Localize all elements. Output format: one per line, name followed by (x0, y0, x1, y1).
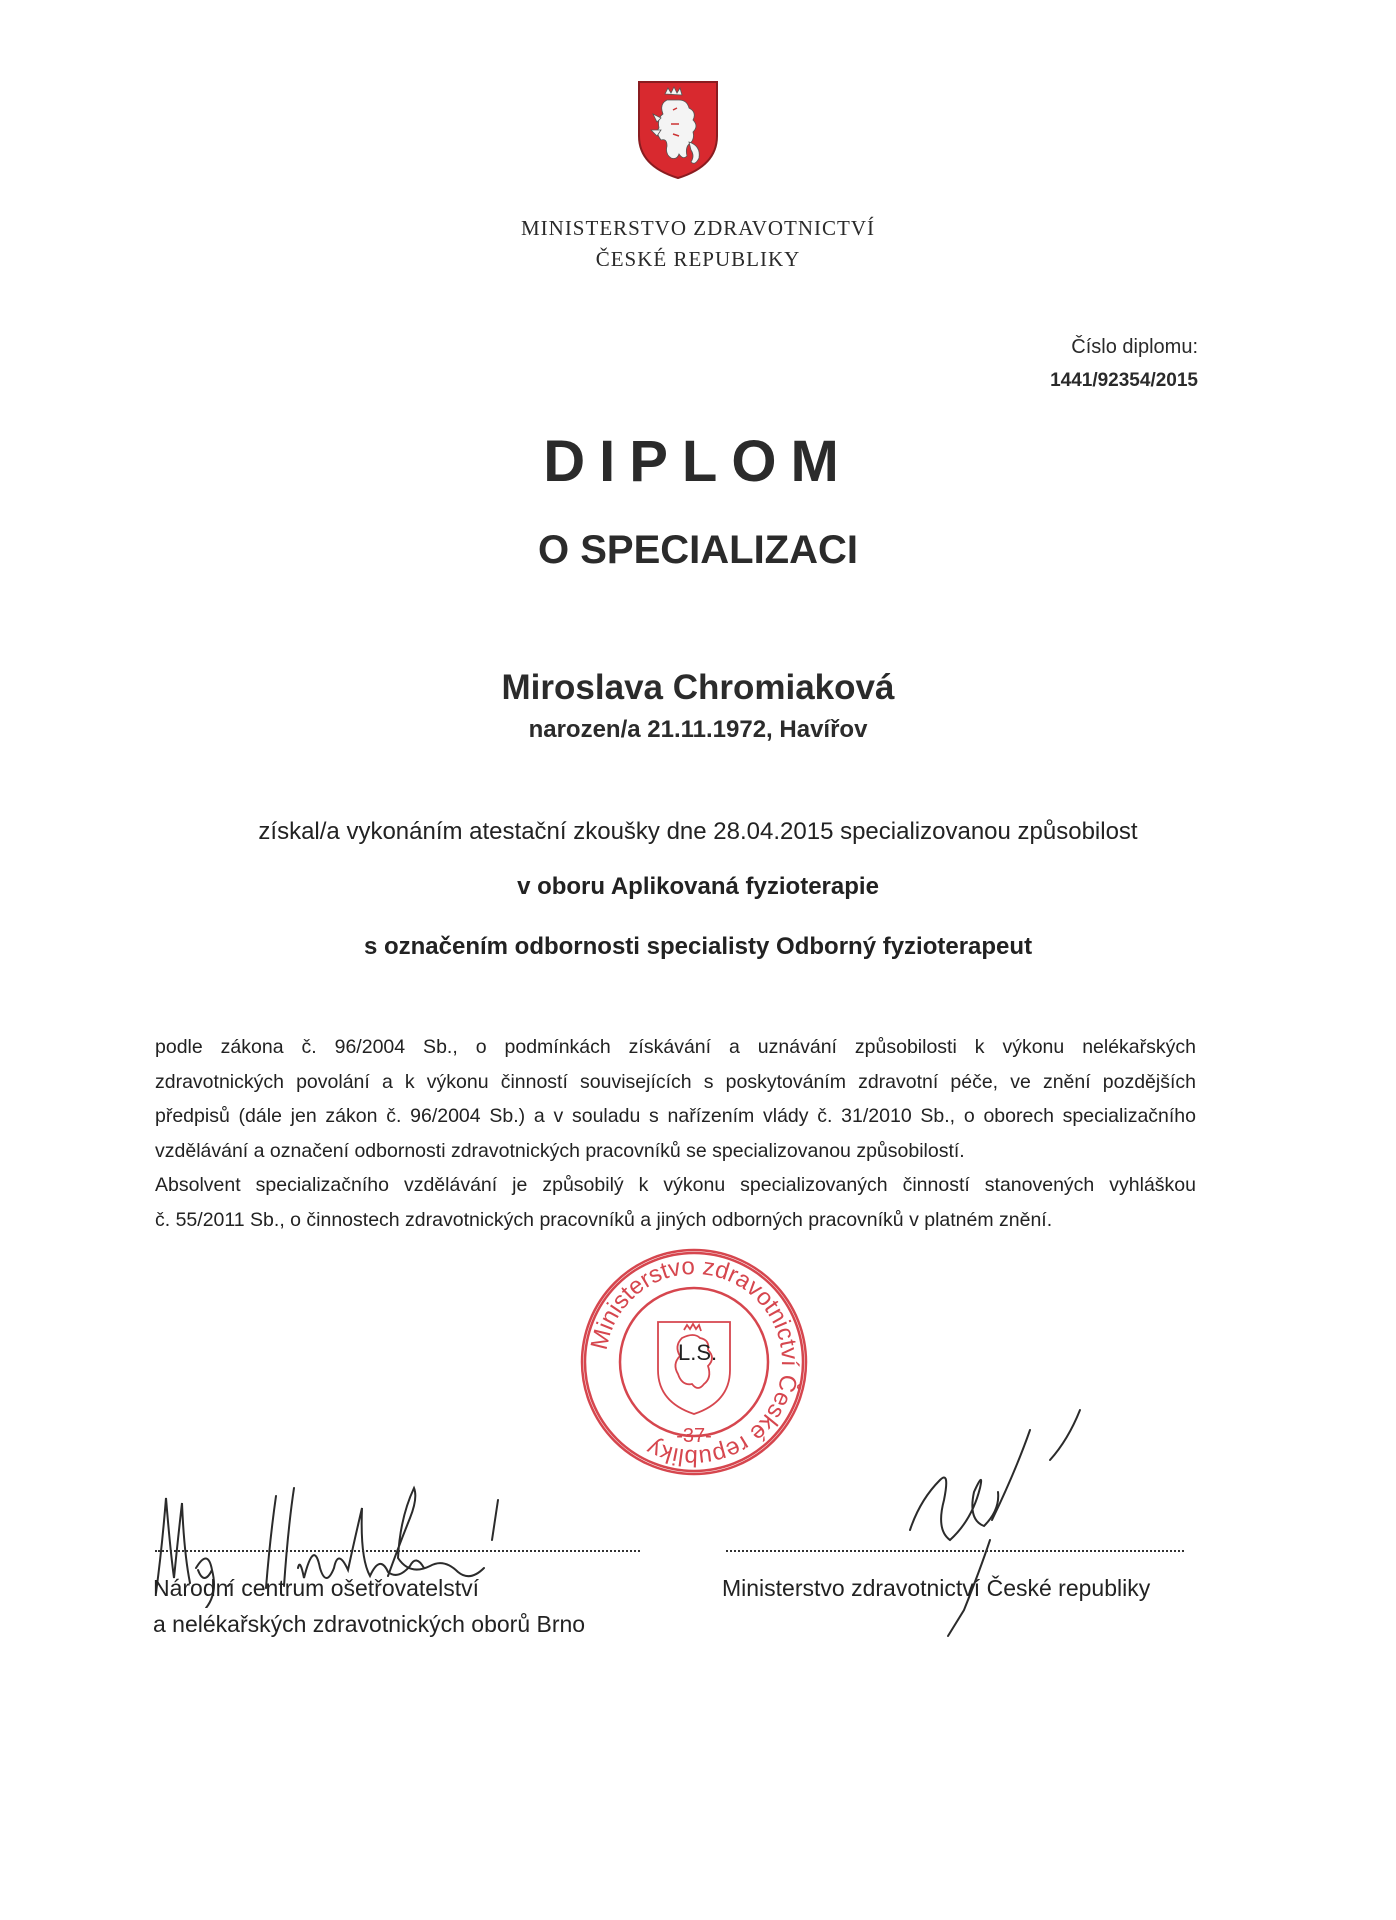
left-signatory (153, 1570, 585, 1642)
signature-line-left (155, 1550, 640, 1552)
ministry-name-line2: ČESKÉ REPUBLIKY (595, 247, 801, 271)
diploma-number-value: 1441/92354/2015 (1050, 370, 1198, 391)
stamp-lion-icon (658, 1322, 730, 1414)
left-signatory-line1: Národní centrum ošetřovatelství (153, 1575, 479, 1601)
left-signatory-line2: a nelékařských zdravotnických oborů Brno (153, 1611, 586, 1637)
legal-text (155, 1030, 1196, 1237)
ministry-name-line1: MINISTERSTVO ZDRAVOTNICTVÍ (520, 216, 876, 240)
stamp-number: -37- (676, 1425, 712, 1447)
right-signatory: Ministerstvo zdravotnictví České republiky (722, 1575, 1151, 1601)
legal-line: předpisů (dále jen zákon č. 96/2004 Sb.) a v souladu s nařízením vlády č. 31/2010 Sb., o oborech specializačního (155, 1105, 1196, 1127)
legal-line: Absolvent specializačního vzdělávání je způsobilý k výkonu specializovaných činností stanovených vyhláškou (155, 1174, 1196, 1196)
official-stamp (578, 1246, 810, 1478)
diploma-number-label: Číslo diplomu: (1071, 336, 1198, 358)
legal-line: vzdělávání a označení odbornosti zdravotnických pracovníků se specializovanou způsobilostí. (155, 1139, 965, 1162)
signature-line-right (726, 1550, 1184, 1552)
legal-line: č. 55/2011 Sb., o činnostech zdravotnických pracovníků a jiných odborných pracovníků v platném znění. (155, 1208, 1053, 1231)
document-title: DIPLOM (543, 429, 853, 494)
person-name: Miroslava Chromiaková (501, 668, 895, 707)
stamp-ls-label: L.S. (678, 1340, 718, 1365)
document-subtitle: O SPECIALIZACI (537, 528, 859, 572)
stamp-ring-text: Ministerstvo zdravotnictví České republiky (585, 1252, 804, 1472)
acquired-statement: získal/a vykonáním atestační zkoušky dne 28.04.2015 specializovanou způsobilost (258, 818, 1138, 845)
legal-line: zdravotnických povolání a k výkonu činností souvisejících s poskytováním zdravotní péče, ve znění pozdějších (155, 1070, 1196, 1093)
czech-lion-emblem-icon (637, 80, 719, 180)
person-birth: narozen/a 21.11.1972, Havířov (528, 716, 868, 743)
legal-line: podle zákona č. 96/2004 Sb., o podmínkách získávání a uznávání způsobilosti k výkonu nelékařských (155, 1036, 1196, 1058)
field-of-specialization: v oboru Aplikovaná fyzioterapie (517, 873, 879, 900)
specialist-designation: s označením odbornosti specialisty Odborný fyzioterapeut (363, 933, 1033, 960)
